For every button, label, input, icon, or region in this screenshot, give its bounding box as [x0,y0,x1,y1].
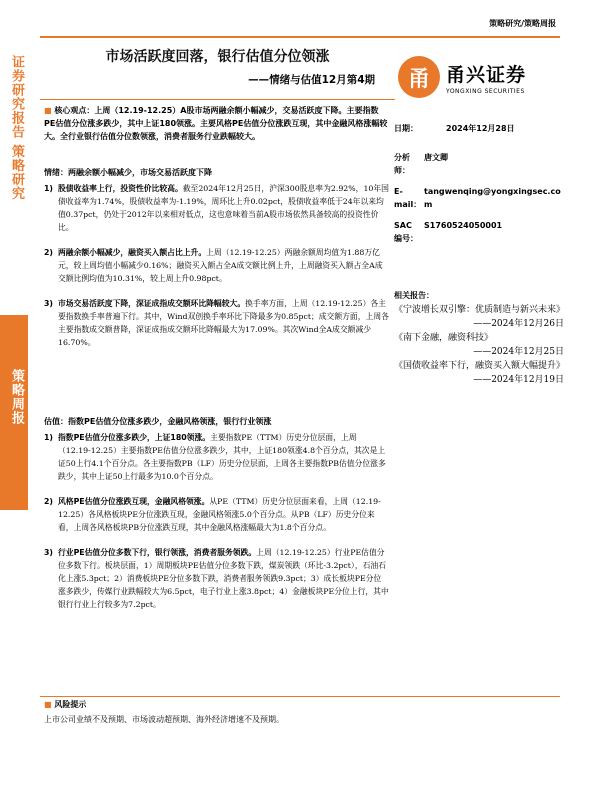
header-tag: 策略研究/策略周报 [489,19,556,28]
analyst-name: 唐文卿 [424,153,448,162]
sac-number: S1760524050001 [424,221,503,230]
title-sub: ——情绪与估值12月第4期 [248,74,375,86]
title-main: 市场活跃度回落，银行估值分位领涨 [105,49,330,65]
list-item: 3) 行业PE估值分位多数下行，银行领涨，消费者服务领跌。上周（12.19-12.25）行业PE估值分位多数下行。板块层面，1）周期板块PE估值分位多数下跌，煤炭领跌（环比-3.2pct），石油石化上涨5.3pct；2）消费板块PE分位多数下跌，消费者服务领跌9.3pct；3）成长板块PE分位涨多跌少，传媒行业跌幅较大为6.5pct，电子行业上涨3.8pct；4）金融板块PE分位上行，其中银行行业上行较多为7.2pct。 [44,548,389,609]
email-row: E-mail： tangwenqing@yongxingsec.com [394,185,564,211]
side-label-top [0,55,28,340]
sentiment-head: 情绪：两融余额小幅减少，市场交易活跃度下降 [44,168,212,177]
report-info [394,122,564,245]
core-text: 核心观点：上周（12.19-12.25）A股市场两融余额小幅减少，交易活跃度下降。主要指数PE估值分位涨多跌少，其中上证180领涨。主要风格PE估值分位涨跌互现，其中金融风格涨幅较大。全行业银行估值分位数领涨，消费者服务行业跌幅较大。 [44,106,388,141]
logo-cn: 甬兴证券 [446,63,527,86]
date-row: 日期： 2024年12月28日 [394,124,515,133]
core-view [44,104,389,143]
report-title [40,46,395,87]
related-reports [394,290,564,387]
side-label-block [0,315,28,510]
report-date: 2024年12月28日 [446,124,515,133]
list-item: 2) 两融余额小幅减少，融资买入额占比上升。上周（12.19-12.25）两融余额周均值为1.88万亿元，较上周均值小幅减少0.16%；融资买入额占全A成交额比例上升，上周融资买入额占全A成交额比例均值为10.31%，较上周上升0.98pct。 [44,248,383,283]
related-head: 相关报告： [394,291,434,300]
side-block-text: 策略周报 [9,369,24,425]
list-item[interactable]: 《国债收益率下行，融资买入额大幅提升》 ——2024年12月19日 [394,361,566,385]
logo-en: YONGXING SECURITIES [446,87,525,95]
list-item: 1) 股债收益率上行，投资性价比较高。截至2024年12月25日，沪深300股息率为2.92%，10年国债收益率为1.74%，股债收益率为-1.19%，周环比上升0.02pct，股债收益率低于24年以来均值0.37pct，仍处于2012年以来相对低点，这也意味着当前A股市场依然具备较高的投资性价比。 [44,184,389,232]
list-item[interactable]: 《南下金融，融资科技》 ——2024年12月25日 [394,333,564,357]
list-item[interactable]: 《宁波增长双引擎：优质制造与新兴未来》 ——2024年12月26日 [394,305,566,329]
risk-divider [40,696,560,697]
list-item: 1) 指数PE估值分位涨多跌少，上证180领涨。主要指数PE（TTM）历史分位层面，上周（12.19-12.25）主要指数PE估值分位涨多跌少，其中，上证180领涨4.8个百分点，其次是上证50上行4.1个百分点。各主要指数PB（LF）历史分位层面，上周各主要指数PB估值分位涨多跌少，其中上证50上行最多为10.0个百分点。 [44,433,386,481]
bullet-icon: ■ [44,700,52,709]
company-logo [398,56,526,98]
risk-text: 上市公司业绩不及预期、市场波动超预期、海外经济增速不及预期。 [44,715,284,724]
core-divider [40,99,395,100]
list-item: 2) 风格PE估值分位涨跌互现，金融风格领涨。从PE（TTM）历史分位层面来看，上周（12.19-12.25）各风格板块PE分位涨跌互现，金融风格领涨5.0个百分点。从PB（LF）历史分位来看，上周各风格板块PB分位涨跌互现，其中金融风格涨幅最大为1.8个百分点。 [44,497,381,532]
analyst-email[interactable]: tangwenqing@yongxingsec.com [424,187,561,209]
sentiment-section [44,166,389,349]
side-top-text: 证券研究报告 策略研究 [9,55,24,201]
analyst-row: 分析师： 唐文卿 [394,153,448,175]
risk-head: ■ 风险提示 [44,700,87,709]
valuation-section [44,415,389,611]
list-item: 3) 市场交易活跃度下降，深证成指成交额环比降幅较大。换手率方面，上周（12.19-12.25）各主要指数换手率普遍下行。其中，Wind双创换手率环比下降最多为0.85pct；成交额方面，上周各主要指数成交额普降，深证成指成交额环比降幅最大为17.09%。其次Wind全A成交额减少16.70%。 [44,299,389,347]
logo-mark-icon: 甬 [398,56,440,98]
valuation-head: 估值：指数PE估值分位涨多跌少，金融风格领涨，银行行业领涨 [44,417,272,426]
bullet-icon: ■ [44,106,52,115]
sac-row: SAC编号： S1760524050001 [394,221,503,243]
header-divider [40,36,560,38]
